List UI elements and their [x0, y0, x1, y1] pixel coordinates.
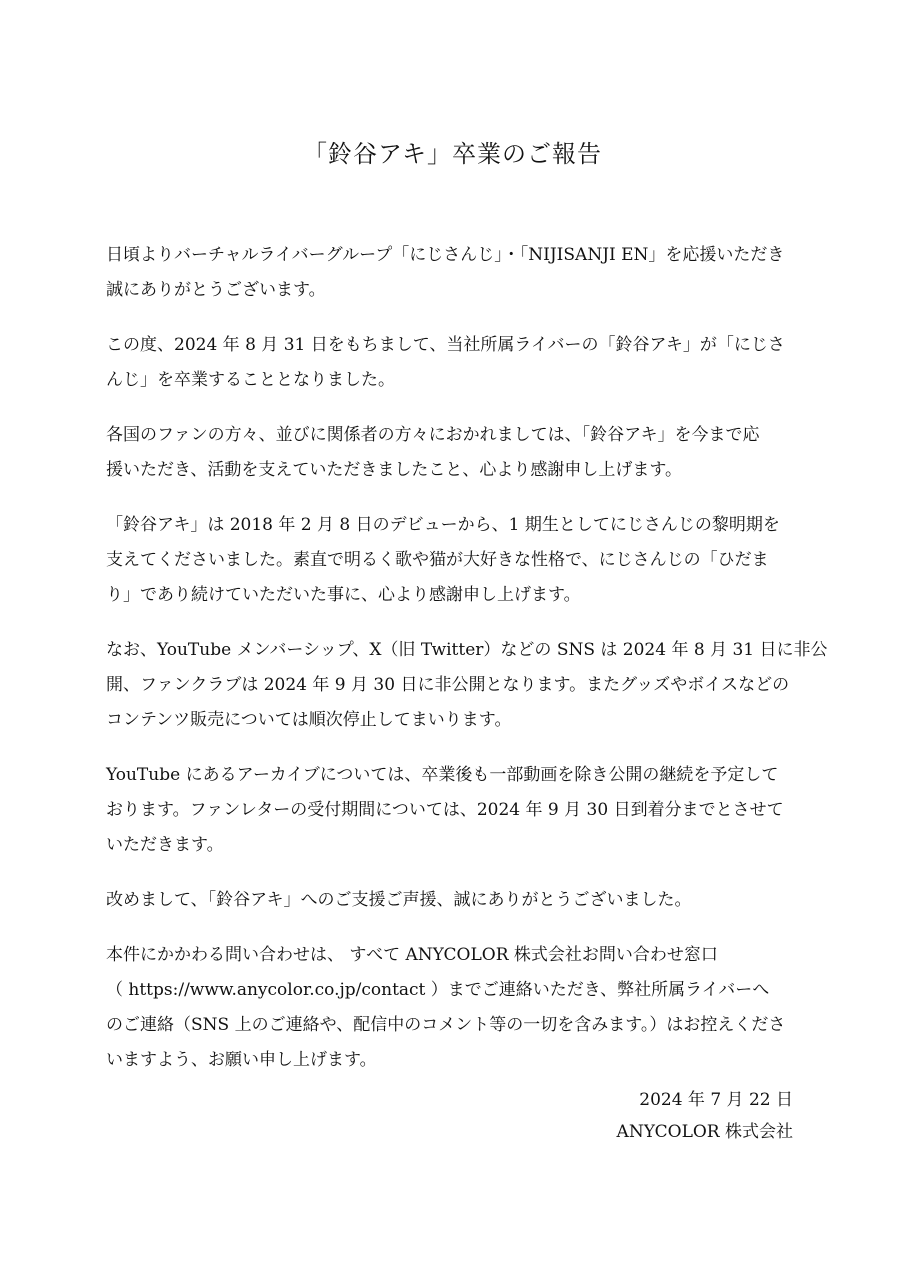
paragraph-sns-closure: [106, 633, 828, 738]
paragraph-line: YouTube にあるアーカイブについては、卒業後も一部動画を除き公開の継続を予定して: [106, 765, 779, 785]
paragraph-line: のご連絡（SNS 上のご連絡や、配信中のコメント等の一切を含みます。）はお控えくださ: [106, 1015, 786, 1035]
paragraph-line: 開、ファンクラブは 2024 年 9 月 30 日に非公開となります。またグッズやボイスなどの: [106, 675, 790, 695]
paragraph-line: 支えてくださいました。素直で明るく歌や猫が大好きな性格で、にじさんじの「ひだま: [106, 550, 769, 570]
paragraph-line: コンテンツ販売については順次停止してまいります。: [106, 710, 512, 730]
paragraph-line: いただきます。: [106, 835, 224, 855]
paragraph-line: 各国のファンの方々、並びに関係者の方々におかれましては、「鈴谷アキ」を今まで応: [106, 425, 760, 445]
paragraph-line: 日頃よりバーチャルライバーグループ「にじさんじ」・「NIJISANJI EN」を応援いただき: [106, 245, 785, 265]
signature-block: [617, 1084, 793, 1148]
contact-url-line: （ https://www.anycolor.co.jp/contact ）までご連絡いただき、弊社所属ライバーへ: [106, 980, 770, 1000]
paragraph-archive: [106, 758, 796, 863]
paragraph-announcement: [106, 328, 796, 398]
paragraph-line: いますよう、お願い申し上げます。: [106, 1050, 377, 1070]
paragraph-line: 本件にかかわる問い合わせは、 すべて ANYCOLOR 株式会社お問い合わせ窓口: [106, 945, 718, 965]
document-title: 「鈴谷アキ」卒業のご報告: [302, 140, 603, 168]
paragraph-line: 「鈴谷アキ」は 2018 年 2 月 8 日のデビューから、1 期生としてにじさんじの黎明期を: [106, 515, 780, 535]
paragraph-line: 誠にありがとうございます。: [106, 280, 326, 300]
paragraph-closing-thanks: [106, 883, 796, 918]
paragraph-contact: [106, 938, 796, 1078]
paragraph-line: り」であり続けていただいた事に、心より感謝申し上げます。: [106, 585, 581, 605]
signature-company: ANYCOLOR 株式会社: [616, 1122, 793, 1142]
signature-date: 2024 年 7 月 22 日: [639, 1090, 793, 1110]
document-body: [106, 238, 828, 1098]
paragraph-line: んじ」を卒業することとなりました。: [106, 370, 395, 390]
paragraph-history: [106, 508, 796, 613]
paragraph-thanks-fans: [106, 418, 796, 488]
paragraph-line: 援いただき、活動を支えていただきましたこと、心より感謝申し上げます。: [106, 460, 682, 480]
paragraph-line: 改めまして、「鈴谷アキ」へのご支援ご声援、誠にありがとうございました。: [106, 890, 692, 910]
paragraph-line: おります。ファンレターの受付期間については、2024 年 9 月 30 日到着分までとさせて: [106, 800, 784, 820]
paragraph-line: なお、YouTube メンバーシップ、X（旧 Twitter）などの SNS は 2024 年 8 月 31 日に非公: [106, 640, 828, 660]
paragraph-greeting: [106, 238, 796, 308]
paragraph-line: この度、2024 年 8 月 31 日をもちまして、当社所属ライバーの「鈴谷アキ」が「にじさ: [106, 335, 785, 355]
